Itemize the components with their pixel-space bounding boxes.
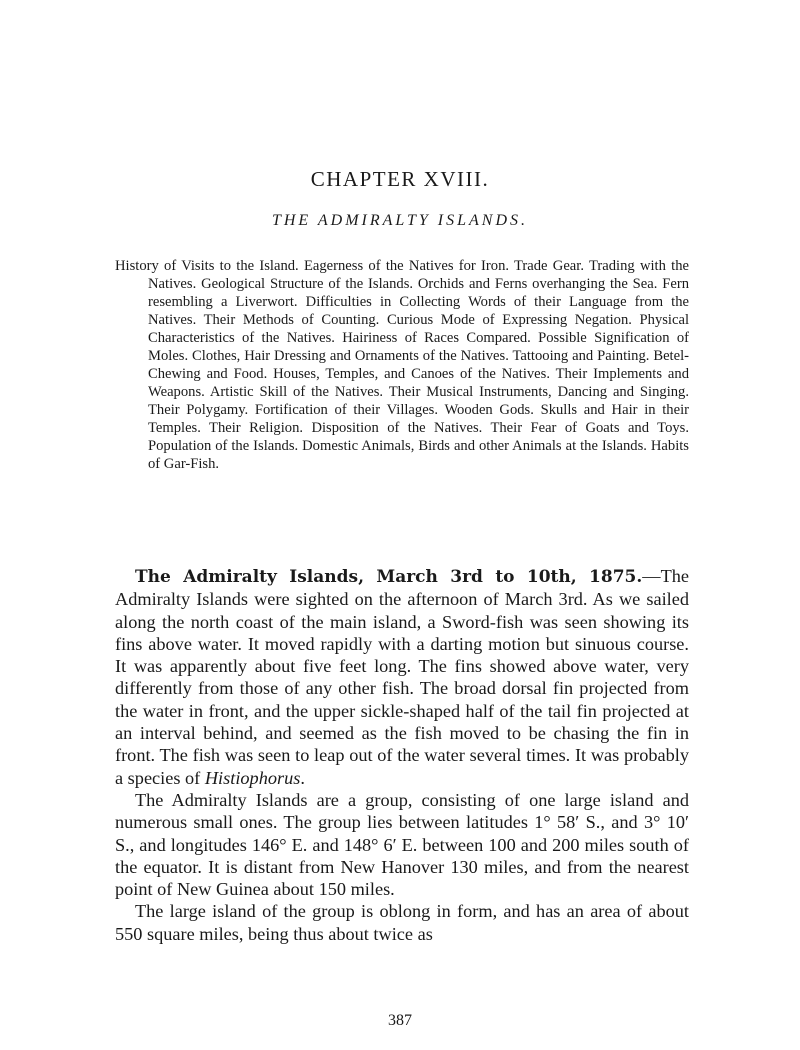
page-number: 387: [388, 1012, 412, 1029]
body-text: [115, 565, 689, 945]
paragraph-1: [115, 565, 689, 789]
paragraph-2: The Admiralty Islands are a group, consisting of one large island and numerous small ones. The group lies between latitudes 1° 58′ S., and 3° 10′ S., and longitudes 146° E. and 148° 6′ E. between 100 and 200 miles south of the equator. It is distant from New Hanover 130 miles, and from the nearest point of New Guinea about 150 miles.: [115, 789, 689, 900]
run-in-heading: The Admiralty Islands, March 3rd to 10th, 1875.: [135, 567, 643, 587]
chapter-heading: CHAPTER XVIII.: [310, 167, 490, 191]
paragraph-3: The large island of the group is oblong in form, and has an area of about 550 square miles, being thus about twice as: [115, 901, 689, 944]
chapter-title: THE ADMIRALTY ISLANDS.: [271, 212, 529, 229]
paragraph-1-end: .: [300, 767, 305, 788]
chapter-synopsis: History of Visits to the Island. Eagerness of the Natives for Iron. Trade Gear. Trading with the Natives. Geological Structure of the Islands. Orchids and Ferns overhanging the Sea. Fern resembling a Liverwort. Difficulties in Collecting Words of their Language from the Natives. Their Methods of Counting. Curious Mode of Expressing Negation. Physical Characteristics of the Natives. Hairiness of Races Compared. Possible Signification of Moles. Clothes, Hair Dressing and Ornaments of the Natives. Tattooing and Painting. Betel-Chewing and Food. Houses, Temples, and Canoes of the Natives. Their Implements and Weapons. Artistic Skill of the Natives. Their Musical Instruments, Dancing and Singing. Their Polygamy. Fortification of their Villages. Wooden Gods. Skulls and Hair in their Temples. Their Religion. Disposition of the Natives. Their Fear of Goats and Toys. Population of the Islands. Domestic Animals, Birds and other Animals at the Islands. Habits of Gar-Fish.: [115, 258, 689, 472]
paragraph-1-text: —The Admiralty Islands were sighted on the afternoon of March 3rd. As we sailed along the north coast of the main island, a Sword-fish was seen showing its fins above water. It moved rapidly with a darting motion but sinuous course. It was apparently about five feet long. The fins showed above water, very differently from those of any other fish. The broad dorsal fin projected from the water in front, and the upper sickle-shaped half of the tail fin projected at an interval behind, and seemed as the fish moved to be chasing the fin in front. The fish was seen to leap out of the water several times. It was probably a species of: [115, 566, 689, 788]
species-name: Histiophorus: [204, 767, 301, 788]
